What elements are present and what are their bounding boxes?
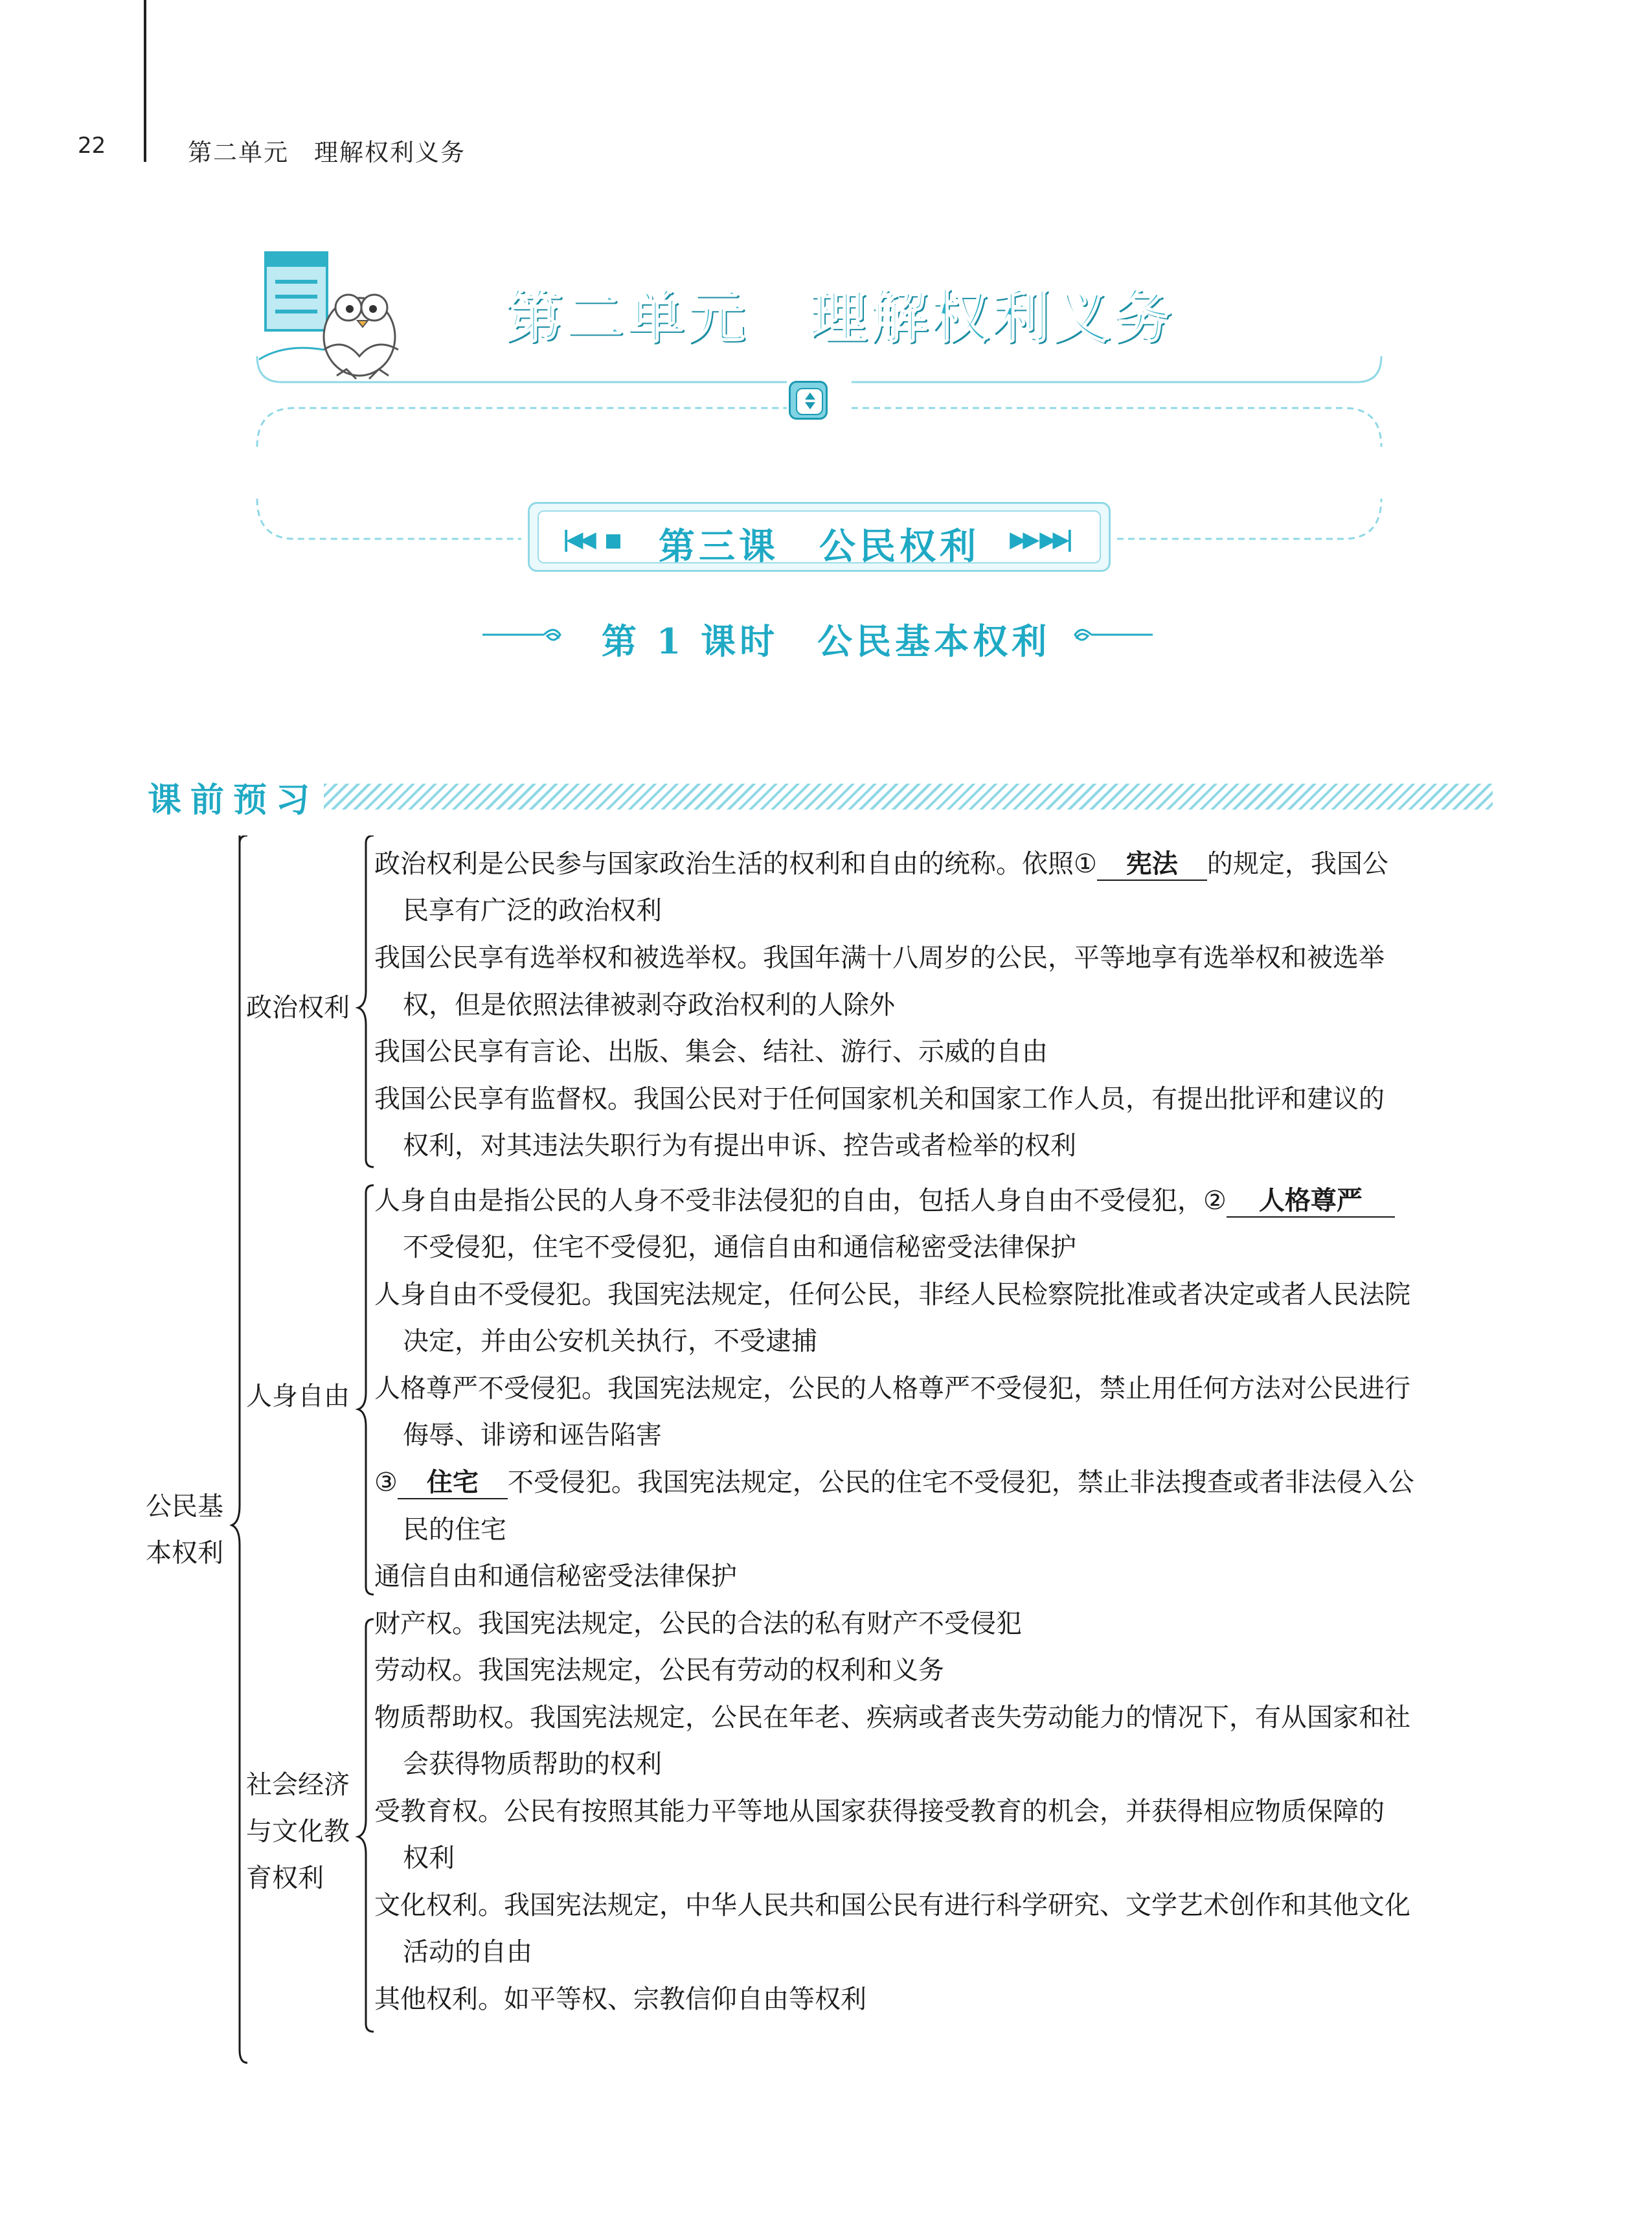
political-item-1-line1: 政治权利是公民参与国家政治生活的权利和自由的统称。依照① 宪法 的规定，我国公 — [374, 848, 1388, 881]
social-item-4-line1: 受教育权。公民有按照其能力平等地从国家获得接受教育的机会，并获得相应物质保障的 — [374, 1797, 1385, 1826]
running-title: 第二单元 理解权利义务 — [188, 139, 466, 166]
category-political-label: 政治权利 — [246, 993, 350, 1023]
updown-arrows-icon — [796, 388, 823, 415]
personal-item-2-line2: 决定，并由公安机关执行，不受逮捕 — [403, 1326, 817, 1356]
outline-root-label: 公民基 本权利 — [146, 1492, 223, 1568]
header-rule — [144, 0, 146, 162]
political-item-4-line1: 我国公民享有监督权。我国公民对于任何国家机关和国家工作人员，有提出批评和建议的 — [374, 1084, 1385, 1114]
social-item-6: 其他权利。如平等权、宗教信仰自由等权利 — [374, 1984, 866, 2014]
expand-toggle-button[interactable] — [789, 381, 828, 420]
personal-item-4-line2: 民的住宅 — [403, 1515, 506, 1545]
social-item-1: 财产权。我国宪法规定，公民的合法的私有财产不受侵犯 — [374, 1609, 1022, 1639]
political-item-2-line2: 权，但是依照法律被剥夺政治权利的人除外 — [403, 990, 895, 1020]
lesson-title: 第三课 公民权利 — [659, 525, 980, 568]
political-item-3: 我国公民享有言论、出版、集会、结社、游行、示威的自由 — [374, 1037, 1048, 1067]
answer-blank-3[interactable]: 住宅 — [398, 1467, 508, 1499]
category-social-label: 社会经济 与文化教 育权利 — [246, 1770, 350, 1893]
skip-forward-icon: ▶▶ ▶▶| — [1010, 527, 1070, 552]
social-item-3-line2: 会获得物质帮助的权利 — [403, 1749, 662, 1779]
personal-item-5: 通信自由和通信秘密受法律保护 — [374, 1562, 737, 1591]
personal-item-1-line1: 人身自由是指公民的人身不受非法侵犯的自由，包括人身自由不受侵犯，② 人格尊严 — [374, 1185, 1395, 1218]
political-item-2-line1: 我国公民享有选举权和被选举权。我国年满十八周岁的公民，平等地享有选举权和被选举 — [374, 943, 1385, 973]
social-item-5-line2: 活动的自由 — [403, 1937, 532, 1967]
political-item-4-line2: 权利，对其违法失职行为有提出申诉、控告或者检举的权利 — [403, 1131, 1076, 1161]
political-item-1-line2: 民享有广泛的政治权利 — [403, 896, 662, 926]
category-personal-label: 人身自由 — [246, 1381, 350, 1411]
social-item-4-line2: 权利 — [403, 1843, 455, 1873]
personal-item-4-line1: ③ 住宅 不受侵犯。我国宪法规定，公民的住宅不受侵犯，禁止非法搜查或者非法侵入公 — [374, 1467, 1414, 1499]
personal-item-1-line2: 不受侵犯，住宅不受侵犯，通信自由和通信秘密受法律保护 — [403, 1232, 1076, 1262]
answer-blank-1[interactable]: 宪法 — [1097, 848, 1207, 881]
social-item-3-line1: 物质帮助权。我国宪法规定，公民在年老、疾病或者丧失劳动能力的情况下，有从国家和社 — [374, 1703, 1410, 1732]
social-item-5-line1: 文化权利。我国宪法规定，中华人民共和国公民有进行科学研究、文学艺术创作和其他文化 — [374, 1891, 1410, 1920]
skip-back-icon: |◀◀ — [562, 527, 593, 552]
flourish-right-icon — [1062, 622, 1153, 648]
personal-item-2-line1: 人身自由不受侵犯。我国宪法规定，任何公民，非经人民检察院批准或者决定或者人民法院 — [374, 1280, 1410, 1310]
section-hatch-divider — [324, 784, 1493, 810]
page-number: 22 — [78, 133, 106, 159]
period-title: 第 1 课时 公民基本权利 — [601, 620, 1051, 662]
section-title-preview: 课前预习 — [148, 780, 319, 820]
social-item-2: 劳动权。我国宪法规定，公民有劳动的权利和义务 — [374, 1655, 944, 1685]
answer-blank-2[interactable]: 人格尊严 — [1227, 1185, 1395, 1218]
personal-item-3-line2: 侮辱、诽谤和诬告陷害 — [403, 1420, 662, 1450]
lesson-title-box — [528, 502, 1111, 572]
personal-item-3-line1: 人格尊严不受侵犯。我国宪法规定，公民的人格尊严不受侵犯，禁止用任何方法对公民进行 — [374, 1374, 1410, 1403]
unit-title: 第二单元 理解权利义务 — [505, 283, 1175, 350]
